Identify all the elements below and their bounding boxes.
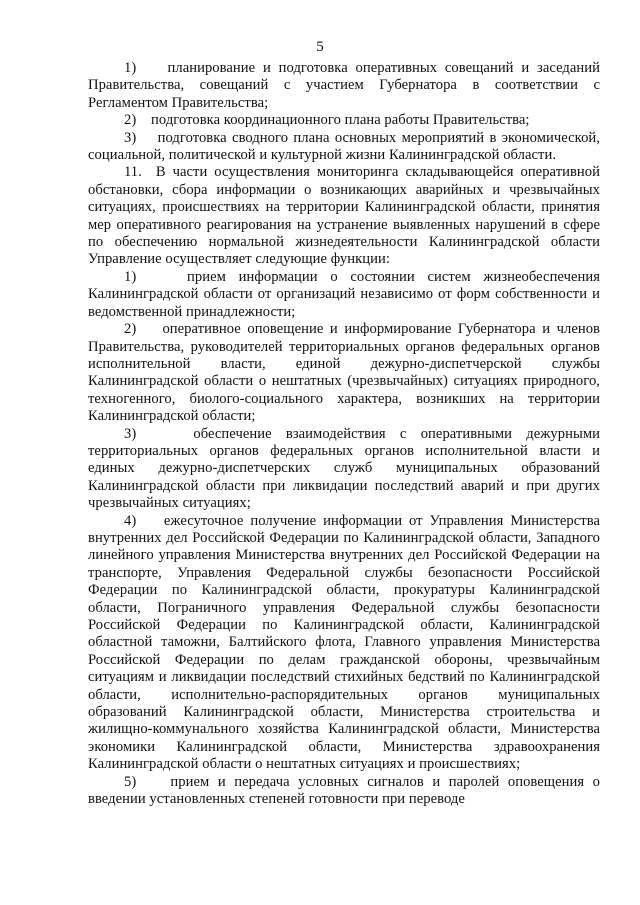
paragraph-section-11-monitoring: 11. В части осуществления мониторинга складывающейся оперативной обстановки, сбора информации о возникающих аварийных и чрезвычайных ситуациях, происшествиях на территории Калининградской области, принятия мер оперативного реагирования на устранение выявленных нарушений в сфере по обеспечению нормальной жизнедеятельности Калининградской области Управление осуществляет следующие функции: <box>88 164 600 268</box>
paragraph-item-4-daily-info: 4) ежесуточное получение информации от Управления Министерства внутренних дел Российской Федерации по Калининградской области, Западного линейного управления Министерства внутренних дел Российской Федерации на транспорте, Управления Федеральной службы безопасности Российской Федерации по Калининградской области, прокуратуры Калининградской области, Пограничного управления Федеральной службы безопасности Российской Федерации по Калининградской области, Калининградской областной таможни, Балтийского флота, Главного управления Министерства Российской Федерации по делам гражданской обороны, чрезвычайным ситуациям и ликвидации последствий стихийных бедствий по Калининградской области, исполнительно-распорядительных органов муниципальных образований Калининградской области, Министерства строительства и жилищно-коммунального хозяйства Калининградской области, Министерства экономики Калининградской области, Министерства здравоохранения Калининградской области о нештатных ситуациях и происшествиях; <box>88 512 600 773</box>
paragraph-item-5-signals: 5) прием и передача условных сигналов и паролей оповещения о введении установленных степеней готовности при переводе <box>88 773 600 808</box>
paragraph-item-3-interaction: 3) обеспечение взаимодействия с оперативными дежурными территориальных органов федеральных органов исполнительной власти и единых дежурно-диспетчерских служб муниципальных образований Калининградской области при ликвидации последствий аварий и при других чрезвычайных ситуациях; <box>88 425 600 512</box>
paragraph-item-2-notification: 2) оперативное оповещение и информирование Губернатора и членов Правительства, руководителей территориальных органов федеральных органов исполнительной власти, единой дежурно-диспетчерской службы Калининградской области о нештатных (чрезвычайных) ситуациях природного, техногенного, биолого-социального характера, возникших на территории Калининградской области; <box>88 321 600 425</box>
paragraph-item-2-coordination-plan: 2) подготовка координационного плана работы Правительства; <box>124 112 530 129</box>
paragraph-item-3-summary-plan: 3) подготовка сводного плана основных мероприятий в экономической, социальной, политической и культурной жизни Калининградской области. <box>88 129 600 164</box>
page-number: 5 <box>316 39 324 55</box>
paragraph-item-1-planning: 1) планирование и подготовка оперативных совещаний и заседаний Правительства, совещаний с участием Губернатора в соответствии с Регламентом Правительства; <box>88 60 600 111</box>
document-body <box>88 60 600 808</box>
paragraph-item-1-info-reception: 1) прием информации о состоянии систем жизнеобеспечения Калининградской области от организаций независимо от форм собственности и ведомственной принадлежности; <box>88 268 600 320</box>
